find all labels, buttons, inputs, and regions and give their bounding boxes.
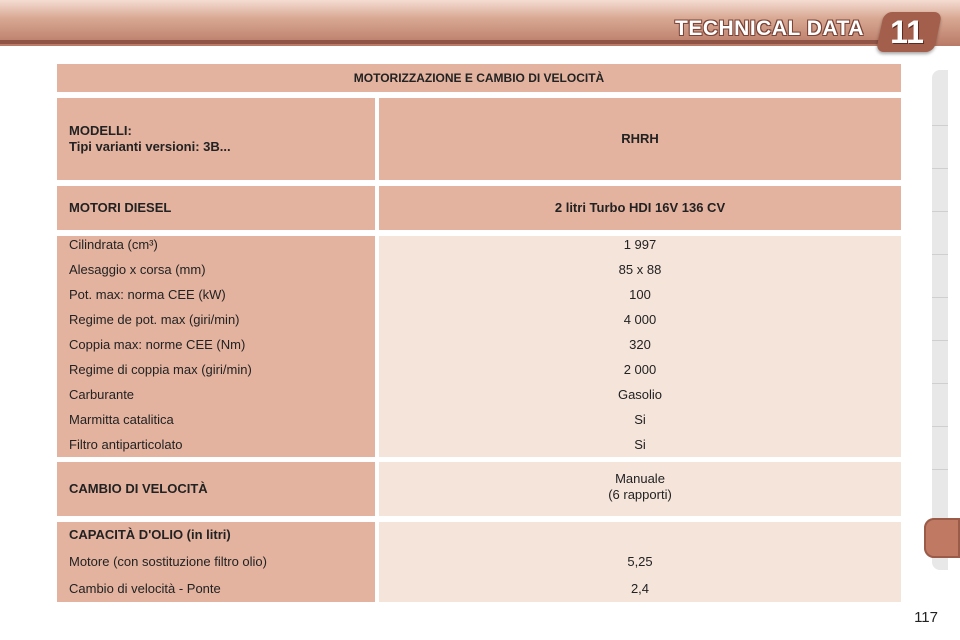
engine-value: 2 litri Turbo HDI 16V 136 CV: [379, 186, 901, 230]
oil-row-value: 2,4: [630, 581, 650, 596]
page-title: TECHNICAL DATA: [675, 17, 864, 40]
tab-divider: [932, 340, 948, 341]
spec-value: 1 997: [623, 237, 657, 252]
oil-row-value: 5,25: [627, 554, 653, 569]
spec-value: Gasolio: [617, 387, 663, 402]
specs-labels: [57, 236, 375, 457]
spec-label: Filtro antiparticolato: [69, 437, 183, 452]
spec-label: Regime de pot. max (giri/min): [69, 312, 240, 327]
spec-label: Pot. max: norma CEE (kW): [69, 287, 226, 302]
table-row-engine: [57, 186, 901, 230]
table-specs-block: [57, 236, 901, 457]
gearbox-label: CAMBIO DI VELOCITÀ: [57, 462, 375, 516]
gearbox-value-line1: Manuale: [615, 471, 665, 486]
table-row-models: [57, 98, 901, 180]
models-label-line1: MODELLI:: [69, 123, 132, 138]
tab-divider: [932, 383, 948, 384]
models-value: RHRH: [379, 98, 901, 180]
chapter-tab-strip: [932, 70, 948, 570]
spec-value: 2 000: [623, 362, 657, 377]
tab-divider: [932, 426, 948, 427]
table-caption: MOTORIZZAZIONE E CAMBIO DI VELOCITÀ: [353, 71, 605, 85]
table-caption-row: [57, 64, 901, 92]
spec-value: 4 000: [623, 312, 657, 327]
engine-label: MOTORI DIESEL: [57, 186, 375, 230]
table-row-gearbox: [57, 462, 901, 516]
spec-value: 100: [629, 287, 651, 302]
oil-labels: [57, 522, 375, 602]
spec-label: Alesaggio x corsa (mm): [69, 262, 206, 277]
oil-row-label: Cambio di velocità - Ponte: [69, 581, 221, 596]
spec-value: Si: [634, 412, 646, 427]
tab-divider: [932, 469, 948, 470]
spec-label: Cilindrata (cm³): [69, 237, 158, 252]
spec-value: Si: [634, 437, 646, 452]
spec-value: 85 x 88: [618, 262, 662, 277]
tab-divider: [932, 211, 948, 212]
spec-label: Carburante: [69, 387, 135, 402]
models-label: [57, 98, 375, 180]
tab-divider: [932, 125, 948, 126]
tab-divider: [932, 168, 948, 169]
spec-value: 320: [629, 337, 651, 352]
models-label-line2: Tipi varianti versioni: 3B...: [69, 139, 231, 154]
page-number: 117: [914, 609, 938, 626]
spec-label: Coppia max: norme CEE (Nm): [69, 337, 246, 352]
spec-label: Marmitta catalitica: [69, 412, 174, 427]
spec-label: Regime di coppia max (giri/min): [69, 362, 252, 377]
specs-values: [379, 236, 901, 457]
gearbox-value-line2: (6 rapporti): [608, 487, 672, 502]
chapter-tab-active[interactable]: [924, 518, 960, 558]
tab-divider: [932, 254, 948, 255]
tab-divider: [932, 297, 948, 298]
gearbox-value: [379, 462, 901, 516]
chapter-number: 11: [890, 14, 924, 50]
table-row-oil: [57, 522, 901, 602]
oil-values: [379, 522, 901, 602]
oil-row-label: Motore (con sostituzione filtro olio): [69, 554, 267, 569]
oil-capacity-label: CAPACITÀ D'OLIO (in litri): [69, 527, 231, 542]
